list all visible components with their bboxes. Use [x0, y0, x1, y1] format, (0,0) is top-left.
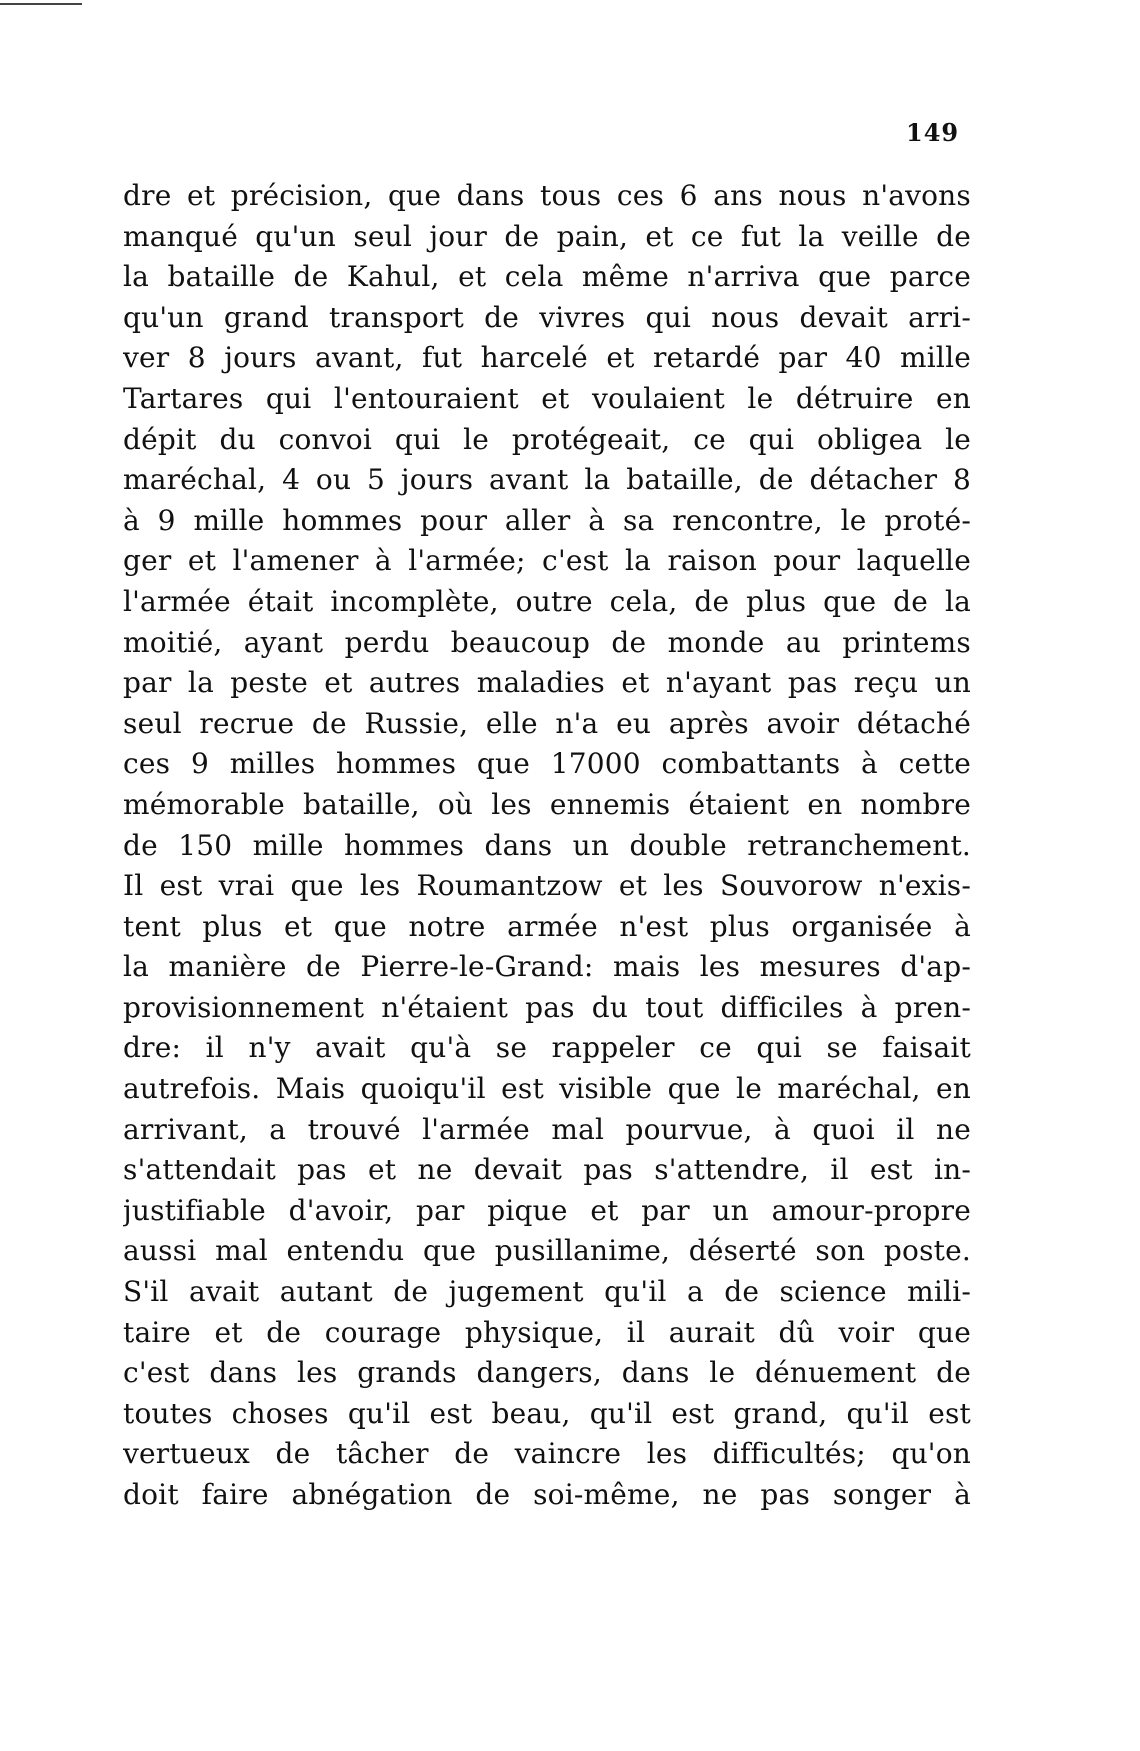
text-line: aussi mal entendu que pusillanime, déserté son poste. [123, 1234, 971, 1268]
text-line: vertueux de tâcher de vaincre les difficultés; qu'on [123, 1437, 971, 1471]
text-line: Il est vrai que les Roumantzow et les Souvorow n'exis- [123, 869, 971, 903]
body-text [123, 176, 971, 1516]
text-line: Tartares qui l'entouraient et voulaient le détruire en [123, 381, 971, 415]
text-line: doit faire abnégation de soi-même, ne pas songer à [123, 1478, 971, 1511]
text-line: s'attendait pas et ne devait pas s'attendre, il est in- [123, 1153, 971, 1187]
text-line: mémorable bataille, où les ennemis étaient en nombre [123, 787, 971, 821]
text-line: la manière de Pierre-le-Grand: mais les mesures d'ap- [123, 950, 971, 984]
text-line: par la peste et autres maladies et n'ayant pas reçu un [123, 666, 971, 700]
text-line: ger et l'amener à l'armée; c'est la raison pour laquelle [123, 544, 971, 578]
page-number: 149 [906, 118, 960, 147]
text-line: de 150 mille hommes dans un double retranchement. [123, 828, 971, 862]
text-line: ver 8 jours avant, fut harcelé et retardé par 40 mille [123, 341, 971, 375]
text-line: moitié, ayant perdu beaucoup de monde au printems [123, 625, 971, 659]
text-line: c'est dans les grands dangers, dans le dénuement de [123, 1356, 971, 1390]
text-line: toutes choses qu'il est beau, qu'il est grand, qu'il est [123, 1396, 971, 1430]
text-line: arrivant, a trouvé l'armée mal pourvue, à quoi il ne [123, 1112, 971, 1146]
text-line: taire et de courage physique, il aurait dû voir que [123, 1315, 971, 1349]
text-line: manqué qu'un seul jour de pain, et ce fut la veille de [123, 219, 971, 253]
text-line: seul recrue de Russie, elle n'a eu après avoir détaché [123, 706, 971, 740]
text-line: tent plus et que notre armée n'est plus organisée à [123, 909, 971, 943]
text-line: à 9 mille hommes pour aller à sa rencontre, le proté- [123, 503, 971, 537]
text-line: autrefois. Mais quoiqu'il est visible que le maréchal, en [123, 1072, 971, 1106]
text-line: ces 9 milles hommes que 17000 combattants à cette [123, 747, 971, 781]
text-line: qu'un grand transport de vivres qui nous devait arri- [123, 300, 971, 334]
text-line: la bataille de Kahul, et cela même n'arriva que parce [123, 260, 971, 294]
corner-rule [0, 3, 82, 5]
text-line: dre: il n'y avait qu'à se rappeler ce qui se faisait [123, 1031, 971, 1065]
text-line: dépit du convoi qui le protégeait, ce qui obligea le [123, 422, 971, 456]
text-line: l'armée était incomplète, outre cela, de plus que de la [123, 584, 971, 618]
text-line: dre et précision, que dans tous ces 6 ans nous n'avons [123, 179, 971, 212]
text-line: provisionnement n'étaient pas du tout difficiles à pren- [123, 990, 971, 1024]
text-line: S'il avait autant de jugement qu'il a de science mili- [123, 1275, 971, 1309]
text-line: justifiable d'avoir, par pique et par un amour-propre [123, 1193, 971, 1227]
text-line: maréchal, 4 ou 5 jours avant la bataille, de détacher 8 [123, 463, 971, 497]
